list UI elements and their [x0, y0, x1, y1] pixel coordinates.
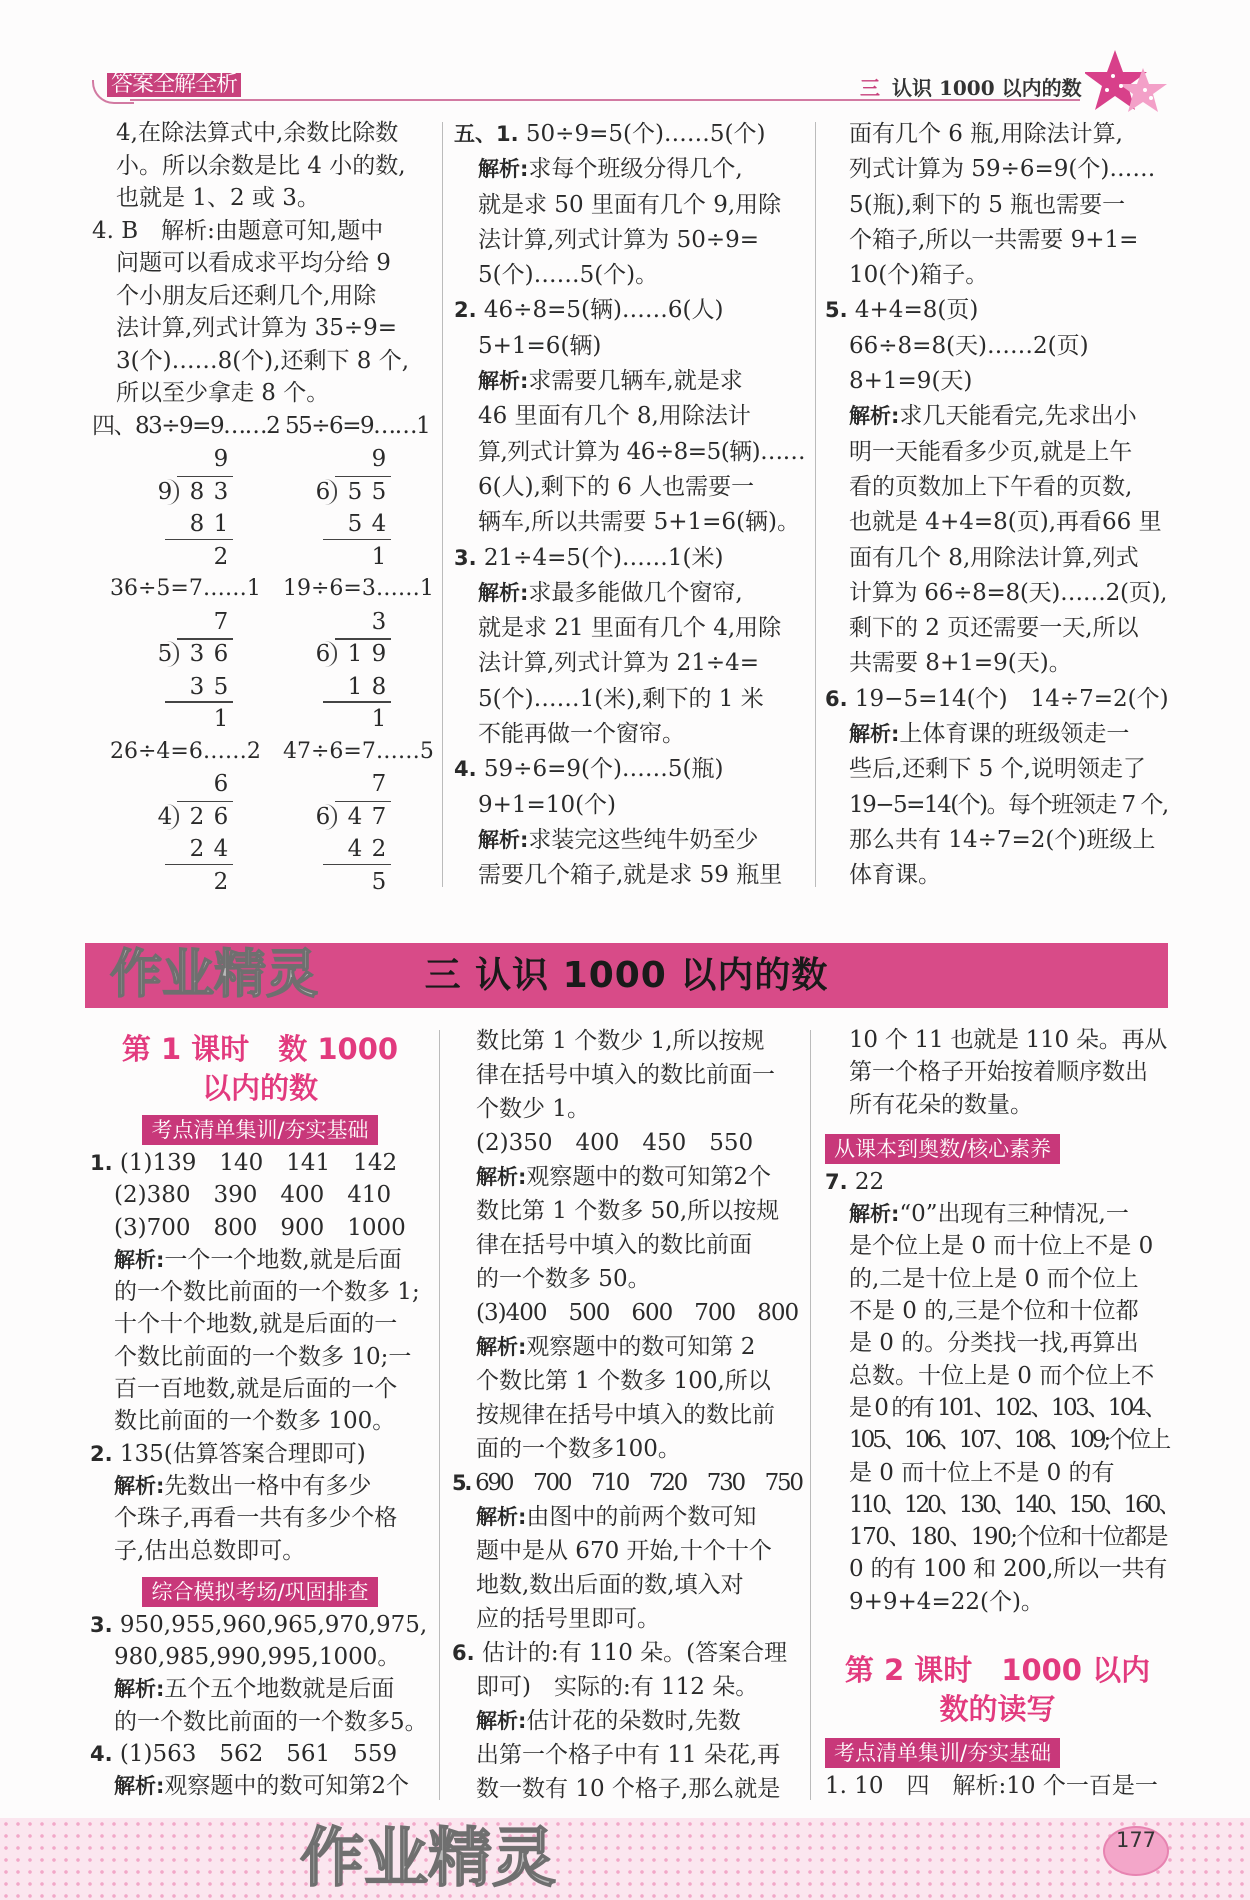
text-line: 8+1=9(天) [849, 368, 973, 395]
text-line: 是 0 而十位上不是 0 的有 [849, 1459, 1115, 1486]
text-line: 明一天能看多少页,就是上午 [849, 438, 1133, 465]
dividend-digit: 5 [347, 478, 363, 505]
bottom-column-1 [90, 1027, 430, 1803]
product-digit: 2 [189, 836, 205, 862]
division-bracket [325, 641, 337, 667]
text-line: 解析:五个五个地数就是后面 [114, 1676, 395, 1703]
section-badge: 综合模拟考场/巩固排查 [142, 1577, 377, 1607]
analysis-label: 解析: [114, 1774, 165, 1799]
section-badge-row [90, 1575, 430, 1609]
analysis-label: 解析: [849, 1202, 900, 1227]
star-icon [1085, 48, 1170, 120]
text-line: 9+9+4=22(个)。 [849, 1588, 1044, 1615]
top-column-2 [454, 117, 806, 894]
text-line: 数比第 1 个数多 50,所以按规 [476, 1198, 780, 1224]
text-line: 需要几个箱子,就是求 59 瓶里 [478, 862, 783, 889]
division-bracket [167, 479, 179, 505]
product-digit: 8 [189, 511, 205, 537]
text-line: 律在括号中填入的数比前面 [476, 1232, 752, 1258]
text-line: (2)350 400 450 550 [476, 1130, 754, 1156]
text-line: (3)400 500 600 700 800 [476, 1300, 799, 1326]
text-line: 按规律在括号中填入的数比前 [476, 1402, 775, 1428]
lesson-heading: 第 1 课时 数 1000 [121, 1032, 399, 1066]
text-line: 的一个数比前面的一个数多 1; [114, 1279, 420, 1306]
product-digit: 3 [189, 673, 205, 700]
text-line: 个数少 1。 [476, 1096, 590, 1122]
text-line: 4,在除法算式中,余数比除数 [116, 120, 399, 146]
text-line: 4. (1)563 562 561 559 [90, 1741, 398, 1768]
text-line: 个小朋友后还剩几个,用除 [116, 282, 377, 309]
text-line: 6(人),剩下的 6 人也需要一 [478, 473, 755, 500]
analysis-label: 解析: [478, 580, 529, 605]
question-number: 1. [90, 1151, 120, 1175]
product-digit: 8 [371, 673, 387, 700]
section-badge-row [825, 1736, 1170, 1770]
lesson-heading: 以内的数 [201, 1071, 318, 1105]
bottom-column-3 [825, 1024, 1179, 1802]
analysis-label: 解析: [478, 157, 529, 182]
text-line: 面有几个 8,用除法计算,列式 [849, 544, 1139, 571]
section-badge: 从课本到奥数/核心素养 [825, 1134, 1060, 1164]
analysis-label: 解析: [476, 1335, 527, 1359]
text-line: 辆车,所以共需要 5+1=6(辆)。 [478, 509, 801, 536]
question-number: 6. [825, 686, 855, 711]
text-line: 3(个)……8(个),还剩下 8 个, [116, 347, 410, 374]
question-number: 5. [825, 298, 855, 323]
text-line: (2)380 390 400 410 [114, 1182, 392, 1209]
dividend-digit: 6 [213, 803, 229, 830]
division-bracket [325, 804, 337, 830]
text-line: 面的一个数多100。 [476, 1436, 681, 1462]
watermark: 作业精灵 [110, 945, 319, 1005]
text-line: 个数比前面的一个数多 10;一 [114, 1343, 412, 1370]
analysis-label: 解析: [476, 1709, 527, 1733]
remainder: 5 [371, 868, 387, 895]
remainder: 1 [371, 706, 387, 732]
text-line: 不是 0 的,三是个位和十位都 [849, 1298, 1139, 1325]
dividend-digit: 9 [371, 641, 387, 667]
product-digit: 5 [347, 511, 363, 537]
text-line: 1. (1)139 140 141 142 [90, 1150, 398, 1176]
dividend-digit: 8 [189, 478, 205, 505]
quotient: 7 [213, 608, 229, 635]
dividend-digit: 1 [347, 641, 363, 667]
text-line: 3. 21÷4=5(个)……1(米) [454, 544, 724, 571]
text-line: 解析:先数出一格中有多少 [114, 1472, 372, 1499]
division-equation: 47÷6=7……5 [283, 738, 434, 764]
analysis-label: 解析: [478, 827, 529, 852]
dividend-digit: 6 [213, 641, 229, 667]
question-number: 2. [90, 1441, 120, 1466]
text-line: 是 0 的。分类找一找,再算出 [849, 1330, 1139, 1357]
text-line: 共需要 8+1=9(天)。 [849, 650, 1072, 677]
watermark: 作业精灵 [300, 1822, 556, 1896]
text-line: 解析:求最多能做几个窗帘, [478, 579, 743, 606]
column-divider [810, 1030, 811, 1800]
question-number: 7. [825, 1169, 855, 1194]
text-line: 百一百地数,就是后面的一个 [114, 1376, 398, 1403]
lesson-heading: 数的读写 [939, 1692, 1056, 1727]
analysis-label: 解析: [476, 1505, 527, 1529]
text-line: 解析:估计花的朵数时,先数 [476, 1708, 741, 1734]
product-digit: 4 [347, 836, 363, 862]
chapter-mark: 三 [860, 76, 880, 100]
remainder: 2 [213, 868, 229, 895]
text-line: 3. 950,955,960,965,970,975, [90, 1611, 428, 1638]
text-line: 四、83÷9=9……2 55÷6=9……1 [92, 412, 430, 439]
question-number: 4. [454, 757, 484, 782]
quotient: 9 [213, 446, 229, 472]
text-line: 面有几个 6 瓶,用除法计算, [849, 121, 1123, 147]
text-line: 的,二是十位上是 0 而个位上 [849, 1265, 1139, 1292]
text-line: 五、1. 50÷9=5(个)……5(个) [454, 121, 766, 147]
text-line: 的一个数多 50。 [476, 1266, 651, 1292]
text-line: 计算为 66÷8=8(天)……2(页), [849, 579, 1168, 606]
quotient: 3 [371, 608, 387, 635]
text-line: 1. 10 四 解析:10 个一百是一 [825, 1773, 1158, 1800]
text-line: 就是求 21 里面有几个 4,用除 [478, 615, 782, 642]
text-line: 解析:求每个班级分得几个, [478, 156, 743, 183]
text-line: 法计算,列式计算为 35÷9= [116, 315, 398, 341]
text-line: 解析:“0”出现有三种情况,一 [849, 1201, 1129, 1228]
text-line: 所有花朵的数量。 [849, 1091, 1033, 1118]
text-line: 5. 4+4=8(页) [825, 297, 979, 324]
chapter-banner-title: 三 认识 1000 以内的数 [424, 955, 829, 996]
text-line: 解析:观察题中的数可知第2个 [114, 1773, 410, 1800]
product-digit: 1 [347, 673, 363, 700]
division-bracket [167, 804, 179, 830]
analysis-label: 解析: [849, 722, 900, 747]
text-line: 应的括号里即可。 [476, 1606, 660, 1632]
text-line: 出第一个格子中有 11 朵花,再 [476, 1742, 781, 1768]
page-number: 177 [1103, 1826, 1169, 1876]
text-line: 19−5=14(个)。每个班领走 7 个, [849, 791, 1168, 818]
text-line: 那么共有 14÷7=2(个)班级上 [849, 826, 1156, 853]
text-line: 解析:求需要几辆车,就是求 [478, 368, 743, 395]
text-line: 也就是 1、2 或 3。 [116, 185, 320, 211]
divisor: 6 [315, 641, 331, 667]
question-number: 3. [454, 545, 484, 570]
remainder: 1 [213, 706, 229, 732]
text-line: 法计算,列式计算为 50÷9= [478, 226, 760, 253]
text-line: 解析:观察题中的数可知第 2 [476, 1334, 756, 1360]
text-line: 10(个)箱子。 [849, 262, 989, 289]
text-line: 看的页数加上下午看的页数, [849, 473, 1133, 500]
text-line: 6. 19−5=14(个) 14÷7=2(个) [825, 685, 1169, 712]
footer-pattern [0, 1818, 1250, 1900]
text-line: 所以至少拿走 8 个。 [116, 380, 330, 406]
dividend-digit: 7 [371, 803, 387, 830]
text-line: 是个位上是 0 而十位上不是 0 [849, 1233, 1154, 1260]
text-line: 个珠子,再看一共有多少个格 [114, 1505, 398, 1532]
text-line: 7. 22 [825, 1168, 885, 1195]
text-line: 算,列式计算为 46÷8=5(辆)…… [478, 438, 806, 465]
question-number: 2. [454, 298, 484, 323]
text-line: 题中是从 670 开始,十个十个 [476, 1538, 772, 1564]
text-line: 解析:由图中的前两个数可知 [476, 1504, 757, 1530]
text-line: 小。所以余数是比 4 小的数, [116, 152, 406, 179]
text-line: 解析:上体育课的班级领走一 [849, 721, 1130, 748]
question-number: 3. [90, 1612, 120, 1637]
text-line: 列式计算为 59÷6=9(个)…… [849, 156, 1156, 183]
question-number: 4. [90, 1742, 120, 1767]
text-line: 5(瓶),剩下的 5 瓶也需要一 [849, 191, 1126, 218]
header-tag: 答案全解全析 [107, 73, 241, 97]
text-line: 6. 估计的:有 110 朵。(答案合理 [452, 1640, 788, 1666]
product-digit: 1 [213, 511, 229, 537]
text-line: 总数。十位上是 0 而个位上不 [849, 1362, 1155, 1389]
question-number: 6. [452, 1641, 482, 1665]
text-line: 解析:一个一个地数,就是后面 [114, 1246, 402, 1273]
column-divider [439, 1030, 440, 1800]
text-line: 体育课。 [849, 862, 941, 889]
dividend-digit: 5 [371, 478, 387, 505]
bottom-column-2 [452, 1024, 802, 1806]
divisor: 4 [157, 803, 173, 830]
text-line: 地数,数出后面的数,填入对 [476, 1572, 744, 1598]
text-line: 解析:求装完这些纯牛奶至少 [478, 826, 759, 853]
dividend-digit: 2 [189, 803, 205, 830]
text-line: 律在括号中填入的数比前面一 [476, 1062, 775, 1088]
text-line: 解析:求几天能看完,先求出小 [849, 403, 1137, 430]
analysis-label: 解析: [114, 1677, 165, 1702]
header-chapter-title [860, 72, 1082, 101]
quotient: 7 [371, 771, 387, 797]
text-line: 子,估出总数即可。 [114, 1537, 306, 1564]
product-digit: 5 [213, 673, 229, 700]
text-line: 66÷8=8(天)……2(页) [849, 332, 1089, 359]
text-line: 5+1=6(辆) [478, 332, 602, 359]
column-divider [815, 122, 816, 887]
divisor: 9 [157, 478, 173, 505]
text-line: 980,985,990,995,1000。 [114, 1644, 401, 1671]
text-line: 105、106、107、108、109;个位上 [849, 1427, 1169, 1454]
quotient: 6 [213, 771, 229, 797]
text-line: 的一个数比前面的一个数多5。 [114, 1708, 428, 1735]
top-column-3 [825, 117, 1170, 894]
text-line: 问题可以看成求平均分给 9 [116, 250, 391, 276]
division-equation: 36÷5=7……1 [110, 576, 261, 601]
dividend-digit: 3 [189, 641, 205, 667]
division-bracket [167, 641, 179, 667]
divisor: 6 [315, 478, 331, 505]
dividend-digit: 4 [347, 803, 363, 830]
divisor: 5 [157, 641, 173, 667]
top-column-1 [92, 117, 434, 442]
product-digit: 2 [371, 836, 387, 862]
division-equation: 19÷6=3……1 [283, 576, 434, 601]
quotient: 9 [371, 446, 387, 472]
text-line: 5. 690 700 710 720 730 750 [452, 1470, 802, 1496]
text-line: 个数比第 1 个数多 100,所以 [476, 1368, 771, 1394]
text-line: 不能再做一个窗帘。 [478, 721, 685, 748]
analysis-label: 解析: [114, 1473, 165, 1498]
text-line: (3)700 800 900 1000 [114, 1214, 406, 1241]
analysis-label: 解析: [478, 369, 529, 394]
product-digit: 4 [213, 836, 229, 862]
text-line: 5(个)……1(米),剩下的 1 米 [478, 685, 764, 712]
text-line: 4. B 解析:由题意可知,题中 [92, 217, 384, 244]
chapter-title-text: 认识 1000 以内的数 [892, 76, 1082, 100]
text-line: 9+1=10(个) [478, 791, 617, 818]
analysis-label: 解析: [476, 1165, 527, 1189]
text-line: 些后,还剩下 5 个,说明领走了 [849, 756, 1146, 783]
section-badge: 考点清单集训/夯实基础 [142, 1115, 377, 1145]
text-line: 46 里面有几个 8,用除法计 [478, 403, 751, 430]
text-line: 170、180、190;个位和十位都是 [849, 1524, 1167, 1551]
text-line: 110、120、130、140、150、160、 [849, 1491, 1179, 1518]
text-line: 10 个 11 也就是 110 朵。再从 [849, 1027, 1167, 1053]
section-badge: 考点清单集训/夯实基础 [825, 1738, 1060, 1768]
dividend-digit: 3 [213, 478, 229, 505]
question-number: 5. [452, 1471, 476, 1495]
division-equation: 26÷4=6……2 [110, 738, 261, 764]
remainder: 2 [213, 543, 229, 570]
lesson-heading: 第 2 课时 1000 以内 [844, 1653, 1151, 1688]
section-badge-row [825, 1132, 1170, 1166]
text-line: 2. 46÷8=5(辆)……6(人) [454, 297, 724, 324]
text-line: 是 0 的有 101、102、103、104、 [849, 1394, 1165, 1421]
analysis-label: 解析: [114, 1247, 165, 1272]
text-line: 个箱子,所以一共需要 9+1= [849, 226, 1139, 253]
remainder: 1 [371, 543, 387, 570]
text-line: 2. 135(估算答案合理即可) [90, 1440, 366, 1467]
question-number: 五、1. [454, 122, 526, 146]
text-line: 数一数有 10 个格子,那么就是 [476, 1776, 781, 1802]
text-line: 也就是 4+4=8(页),再看66 里 [849, 509, 1162, 536]
text-line: 解析:观察题中的数可知第2个 [476, 1164, 772, 1190]
text-line: 法计算,列式计算为 21÷4= [478, 650, 760, 677]
text-line: 剩下的 2 页还需要一天,所以 [849, 615, 1139, 642]
divisor: 6 [315, 803, 331, 830]
text-line: 就是求 50 里面有几个 9,用除 [478, 191, 782, 218]
text-line: 第一个格子开始按着顺序数出 [849, 1059, 1148, 1086]
text-line: 4. 59÷6=9(个)……5(瓶) [454, 756, 724, 783]
column-divider [442, 122, 443, 887]
product-digit: 4 [371, 511, 387, 537]
text-line: 十个十个地数,就是后面的一 [114, 1311, 398, 1338]
text-line: 数比前面的一个数多 100。 [114, 1408, 396, 1435]
text-line: 5(个)……5(个)。 [478, 262, 659, 289]
text-line: 0 的有 100 和 200,所以一共有 [849, 1556, 1167, 1583]
division-bracket [325, 479, 337, 505]
text-line: 数比第 1 个数少 1,所以按规 [476, 1028, 765, 1054]
text-line: 即可) 实际的:有 112 朵。 [476, 1674, 759, 1700]
section-badge-row [90, 1113, 430, 1147]
analysis-label: 解析: [849, 404, 900, 429]
